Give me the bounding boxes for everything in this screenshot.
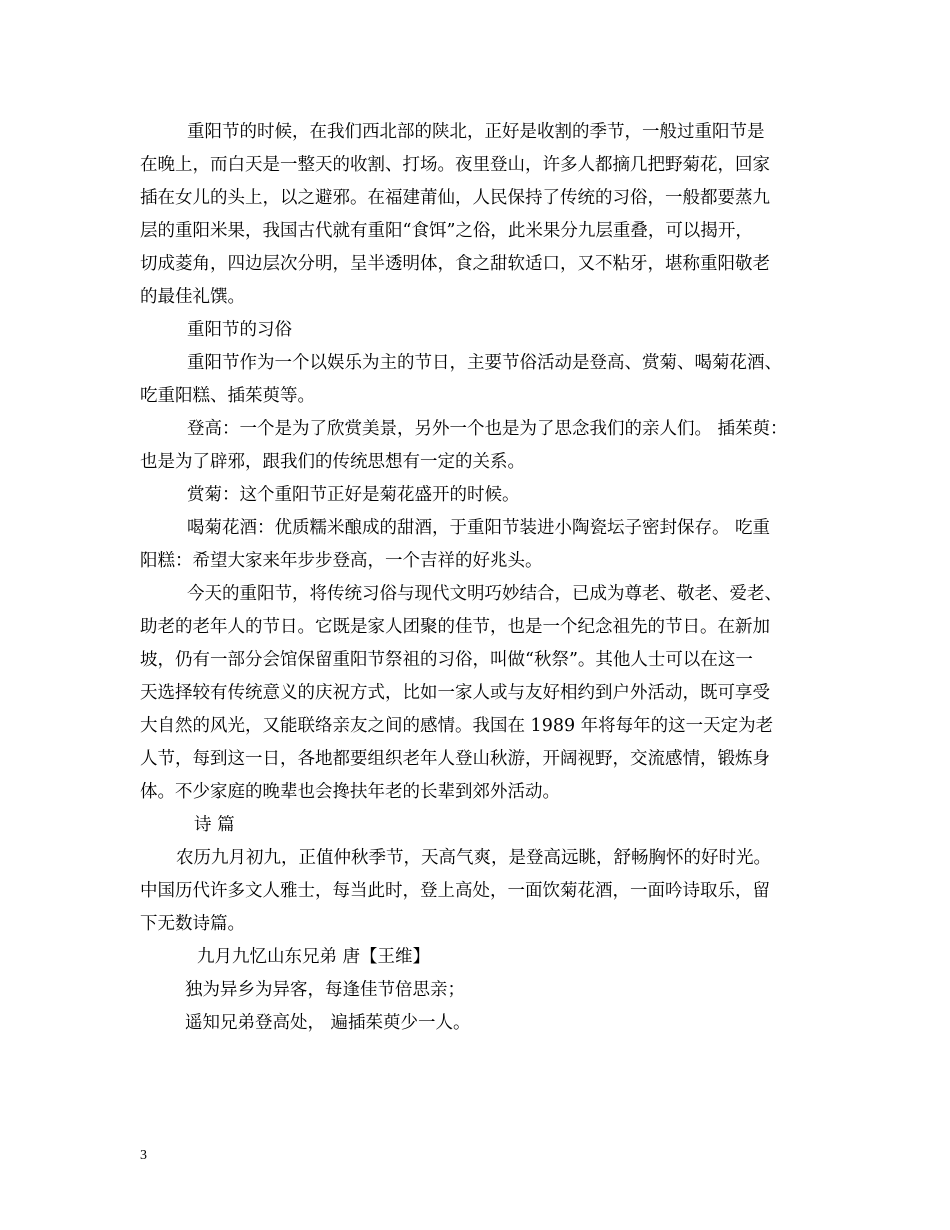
section-heading: 重阳节的习俗 xyxy=(187,320,292,340)
section-heading: 诗 篇 xyxy=(194,815,235,835)
paragraph-line: 大自然的风光，又能联络亲友之间的感情。我国在 1989 年将每年的这一天定为老 xyxy=(140,716,774,736)
paragraph-line: 层的重阳米果，我国古代就有重阳“食饵”之俗，此米果分九层重叠，可以揭开， xyxy=(140,221,753,241)
paragraph-line: 中国历代许多文人雅士，每当此时，登上高处，一面饮菊花酒，一面吟诗取乐，留 xyxy=(140,881,770,901)
paragraph-line: 助老的老年人的节日。它既是家人团聚的佳节，也是一个纪念祖先的节日。在新加 xyxy=(140,617,770,637)
paragraph-line: 切成菱角，四边层次分明，呈半透明体，食之甜软适口，又不粘牙，堪称重阳敬老 xyxy=(140,254,770,274)
paragraph-line: 赏菊：这个重阳节正好是菊花盛开的时候。 xyxy=(187,485,520,505)
paragraph-line: 插在女儿的头上，以之避邪。在福建莆仙，人民保持了传统的习俗，一般都要蒸九 xyxy=(140,188,770,208)
poem-title: 九月九忆山东兄弟 唐【王维】 xyxy=(197,947,431,967)
paragraph-line: 阳糕：希望大家来年步步登高，一个吉祥的好兆头。 xyxy=(140,551,543,571)
paragraph-line: 今天的重阳节，将传统习俗与现代文明巧妙结合，已成为尊老、敬老、爱老、 xyxy=(187,584,782,604)
paragraph-line: 喝菊花酒：优质糯米酿成的甜酒，于重阳节装进小陶瓷坛子密封保存。 吃重 xyxy=(187,518,771,538)
poem-line: 独为异乡为异客，每逢佳节倍思亲； xyxy=(185,980,465,1000)
paragraph-line: 也是为了辟邪，跟我们的传统思想有一定的关系。 xyxy=(140,452,525,472)
paragraph-line: 坡，仍有一部分会馆保留重阳节祭祖的习俗，叫做“秋祭”。其他人士可以在这一 xyxy=(140,650,753,670)
poem-line: 遥知兄弟登高处， 遍插茱萸少一人。 xyxy=(185,1013,471,1033)
paragraph-line: 人节，每到这一日，各地都要组织老年人登山秋游，开阔视野，交流感情，锻炼身 xyxy=(140,749,770,769)
paragraph-line: 重阳节的时候，在我们西北部的陕北，正好是收割的季节，一般过重阳节是 xyxy=(187,122,765,142)
page-number: 3 xyxy=(140,1148,147,1163)
paragraph-line: 登高：一个是为了欣赏美景，另外一个也是为了思念我们的亲人们。 插茱萸： xyxy=(187,419,788,439)
paragraph-line: 重阳节作为一个以娱乐为主的节日，主要节俗活动是登高、赏菊、喝菊花酒、 xyxy=(187,353,782,373)
paragraph-line: 的最佳礼馔。 xyxy=(140,287,245,307)
paragraph-line: 在晚上，而白天是一整天的收割、打场。夜里登山，许多人都摘几把野菊花，回家 xyxy=(140,155,770,175)
paragraph-line: 吃重阳糕、插茱萸等。 xyxy=(140,386,315,406)
paragraph-line: 天选择较有传统意义的庆祝方式，比如一家人或与友好相约到户外活动，既可享受 xyxy=(140,683,770,703)
paragraph-line: 下无数诗篇。 xyxy=(140,914,245,934)
paragraph-line: 体。不少家庭的晚辈也会搀扶年老的长辈到郊外活动。 xyxy=(140,782,560,802)
paragraph-line: 农历九月初九，正值仲秋季节，天高气爽，是登高远眺，舒畅胸怀的好时光。 xyxy=(176,848,771,868)
